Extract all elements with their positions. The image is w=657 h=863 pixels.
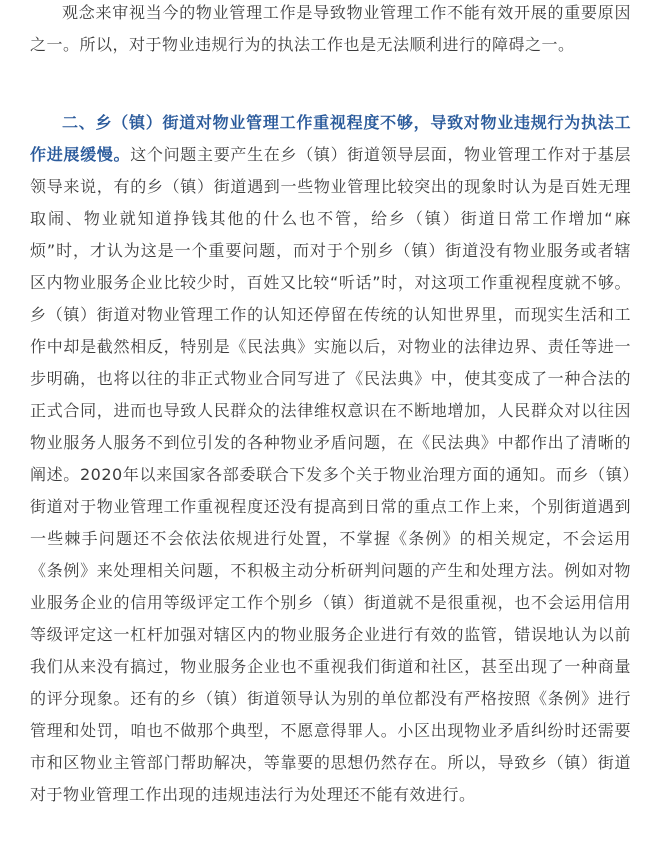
paragraph-2	[30, 107, 631, 811]
paragraph-1: 观念来审视当今的物业管理工作是导致物业管理工作不能有效开展的重要原因之一。所以，对于物业违规行为的执法工作也是无法顺利进行的障碍之一。	[30, 3, 631, 54]
paragraph-2-body: 这个问题主要产生在乡（镇）街道领导层面，物业管理工作对于基层领导来说，有的乡（镇）街道遇到一些物业管理比较突出的现象时认为是百姓无理取闹、物业就知道挣钱其他的什么也不管，给乡（镇）街道日常工作增加“麻烦”时，才认为这是一个重要问题，而对于个别乡（镇）街道没有物业服务或者辖区内物业服务企业比较少时，百姓又比较“听话”时，对这项工作重视程度就不够。乡（镇）街道对物业管理工作的认知还停留在传统的认知世界里，而现实生活和工作中却是截然相反，特别是《民法典》实施以后，对物业的法律边界、责任等进一步明确，也将以往的非正式物业合同写进了《民法典》中，使其变成了一种合法的正式合同，进而也导致人民群众的法律维权意识在不断地增加，人民群众对以往因物业服务人服务不到位引发的各种物业矛盾问题，在《民法典》中都作出了清晰的阐述。2020年以来国家各部委联合下发多个关于物业治理方面的通知。而乡（镇）街道对于物业管理工作重视程度还没有提高到日常的重点工作上来，个别街道遇到一些棘手问题还不会依法依规进行处置，不掌握《条例》的相关规定，不会运用《条例》来处理相关问题，不积极主动分析研判问题的产生和处理方法。例如对物业服务企业的信用等级评定工作个别乡（镇）街道就不是很重视，也不会运用信用等级评定这一杠杆加强对辖区内的物业服务企业进行有效的监管，错误地认为以前我们从来没有搞过，物业服务企业也不重视我们街道和社区，甚至出现了一种商量的评分现象。还有的乡（镇）街道领导认为别的单位都没有严格按照《条例》进行管理和处罚，咱也不做那个典型，不愿意得罪人。小区出现物业矛盾纠纷时还需要市和区物业主管部门帮助解决，等靠要的思想仍然存在。所以，导致乡（镇）街道对于物业管理工作出现的违规违法行为处理还不能有效进行。	[30, 145, 631, 804]
section-heading: 二、乡（镇）街道对物业管理工作重视程度不够，导致对物业违规行为执法工作进展缓慢。	[30, 113, 631, 164]
